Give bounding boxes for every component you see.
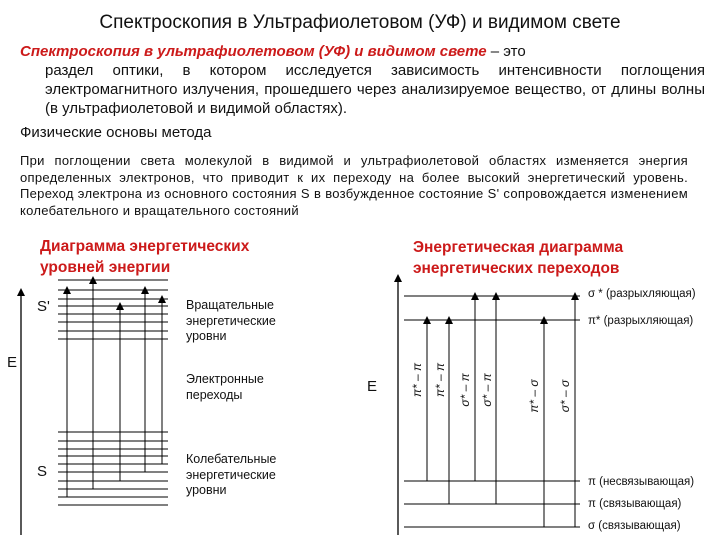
transition-label-5: π* – σ <box>527 379 541 413</box>
right-transition-arrows <box>427 296 575 527</box>
transition-label-1: π* – π <box>410 362 424 398</box>
transition-label-3: σ* – π <box>458 373 472 407</box>
level-n-nonbonding: π (несвязывающая) <box>588 476 695 488</box>
vibrational-line3: уровни <box>186 483 227 497</box>
rotational-line3: уровни <box>186 329 227 343</box>
intro-dash: – это <box>486 43 526 60</box>
physics-paragraph: При поглощении света молекулой в видимой и ультрафиолетовой областях изменяется энергия определенных электронов, что приводит к их переходу на более высокий энергетический уровень. Переход электрона из основного состояния S в возбужденное состояние S' сопровождается изменением колебательного и вращательного состояний <box>20 153 688 218</box>
vibrational-levels-label <box>186 452 276 499</box>
excited-state-label: S' <box>37 298 50 315</box>
left-heading-line2: уровней энергии <box>40 259 171 276</box>
level-pi-bonding: π (связывающая) <box>588 498 682 510</box>
left-heading-line1: Диаграмма энергетических <box>40 238 250 255</box>
rotational-line1: Вращательные <box>186 298 274 312</box>
section-subheading: Физические основы метода <box>20 124 212 141</box>
ground-state-levels <box>58 432 168 505</box>
page-title: Спектроскопия в Ультрафиолетовом (УФ) и видимом свете <box>99 12 621 33</box>
transition-label-2: π* – π <box>433 362 447 398</box>
transition-label-6: σ* – σ <box>558 379 572 413</box>
level-sigma-star: σ * (разрыхляющая) <box>588 288 696 300</box>
left-axis-label: E <box>7 354 18 371</box>
right-axis-label: E <box>367 378 378 395</box>
intro-lead: Спектроскопия в ультрафиолетовом (УФ) и видимом свете <box>20 43 487 60</box>
right-heading-line2: энергетических переходов <box>413 260 620 277</box>
right-heading-line1: Энергетическая диаграмма <box>413 239 624 256</box>
electronic-transitions-label <box>186 372 264 403</box>
transition-label-4: σ* – π <box>480 373 494 407</box>
level-sigma-bonding: σ (связывающая) <box>588 520 681 532</box>
electronic-line1: Электронные <box>186 372 264 386</box>
intro-body: раздел оптики, в котором исследуется зависимость интенсивности поглощения электромагнитного излучения, прошедшего через анализируемое вещество, от длины волны (в ультрафиолетовой и видимой областях). <box>45 62 705 117</box>
vibrational-line2: энергетические <box>186 467 276 482</box>
electronic-line2: переходы <box>186 387 243 402</box>
vibrational-line1: Колебательные <box>186 452 277 466</box>
rotational-levels-label <box>186 298 276 345</box>
level-pi-star: π* (разрыхляющая) <box>588 315 694 327</box>
excited-state-levels <box>58 280 168 339</box>
rotational-line2: энергетические <box>186 313 276 328</box>
ground-state-label: S <box>37 463 48 480</box>
